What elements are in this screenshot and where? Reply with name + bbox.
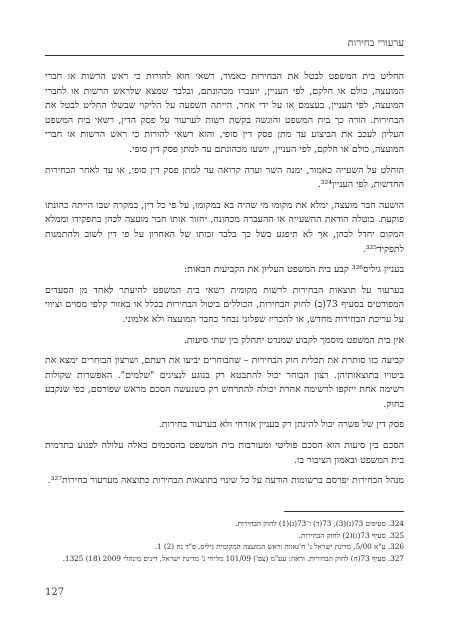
footnote: 325. סעיף 73(ג)(2) לחוק הבחירות. [298,530,404,540]
footnotes [45,518,404,564]
paragraph: קביעה כזו סותרת את תכלית חוק הבחירות – שהבוחרים יביעו את דעתם, ושרצון הבוחרים ימצא את ביטויו בתוצאותיהן. רצון הבוחר יכול להתבטא רק בנוגע לנציגים "שלמים". האפשרות שקולות רשימה אחת ייזקפו לרשימה אחרת יכולה להתרחש רק כשנעשה הסכם מראש שפורסם, כפי שנקבע בחוק. [45,355,404,410]
paragraph: בעניין גיליס³²⁶ קבע בית המשפט העליון את הקביעות הבאות: [183,264,404,276]
paragraph: אין בית המשפט מוסמך לקבוע שמנדט יתחלק בין שתי סיעות. [183,334,404,346]
paragraph: הסכם בין סיעות הוא הסכם פוליטי ומעורבות בית המשפט בהסכמים כאלה עלולה לפגוע בתדמית בית המשפט ובאמון הציבור בו. [45,440,404,466]
footnote: 327. סעיף 73(ה) לחוק הבחירות. וראה: עע"מ (צפ') 101/09 מליחי נ' מדינת ישראל, דינים מינהלי 2009 (18) 1325. [62,553,404,563]
paragraph: בערעור על תוצאות הבחירות לרשות מקומית רשאי בית המשפט להיעתר לאחד מן הסעדים המפורטים בסעיף 73(ב) לחוק הבחירות, הכוללים ביטול הבחירות בכלל או באזור קלפי מסוים וציווי על עריכת הבחירות מחדש, או להכריז שפלוני נבחר כחבר המועצה ולא אלמוני. [45,284,404,325]
page-number: 127 [45,587,65,598]
header-divider [45,55,404,56]
footnote-divider [284,511,404,512]
paragraph: פסק דין של פשרה יכול להינתן רק בעניין אזרחי ולא בערעור בחירות. [158,419,404,431]
paragraph: הושעה חבר מועצה, ימלא את מקומו מי שהיה בא במקומו, על פי כל דין, במקרה שבו הייתה כהונתו פוקעת. בוטלה הודאת ההשעייה או ההעברה מכהונה, יחזור אותו חבר מועצה לכהן בתפקידו וממלא המקום יחדל לכהן, אך לא תיפגע בשל כך בלבד זכותו של האחרון על פי דין לשוב ולהתמנות לתפקיד³²⁵. [45,199,404,255]
running-header: ערעורי בחירות [347,38,404,49]
footnote: 324. סעיפים 73(ג)(3), 73(ד) ו־73(ג)(1) לחוק הבחירות. [235,519,404,528]
paragraph: החליט בית המשפט לבטל את הבחירות כאמור, רשאי הוא להורות כי ראש הרשות או חברי המועצה, כולם או חלקם, לפי העניין, יועברו מכהונתם, ובלבד שמצא שלראש הרשות או לחברי המועצה, לפי העניין, בעצמם או על ידי אחר, הייתה השפעה על הליקוי שבשלו החליט לבטל את הבחירות. הורה כך בית המשפט והוגשה בקשת רשות לערעור על פסק הדין, רשאי בית המשפט העליון לעכב את הביצוע עד מתן פסק דין סופי, והוא רשאי להורות כי ראש הרשות או חברי המועצה, כולם או חלקם, לפי העניין, יושעו מכהונתם עד למתן פסק דין סופי. [45,71,404,155]
footnote: 326. ע"א 5/00, מדינת ישראל נ' ח'גאווה וראש המועצה המקומית גיליס, פ"ד נח (2) 1. [154,542,404,552]
paragraph: מנהל הבחירות יפרסם ברשומות הודעה על כל שינוי בתוצאות הבחירות כתוצאה מערעור בחירות³²⁷. [47,475,404,487]
paragraph: הוחלט על השעייה כאמור, ימנה השר ועדה קרואה עד למתן פסק דין סופי, או עד לאחר הבחירות החדשות, לפי העניין³²⁴. [45,164,404,191]
main-text [45,70,404,495]
